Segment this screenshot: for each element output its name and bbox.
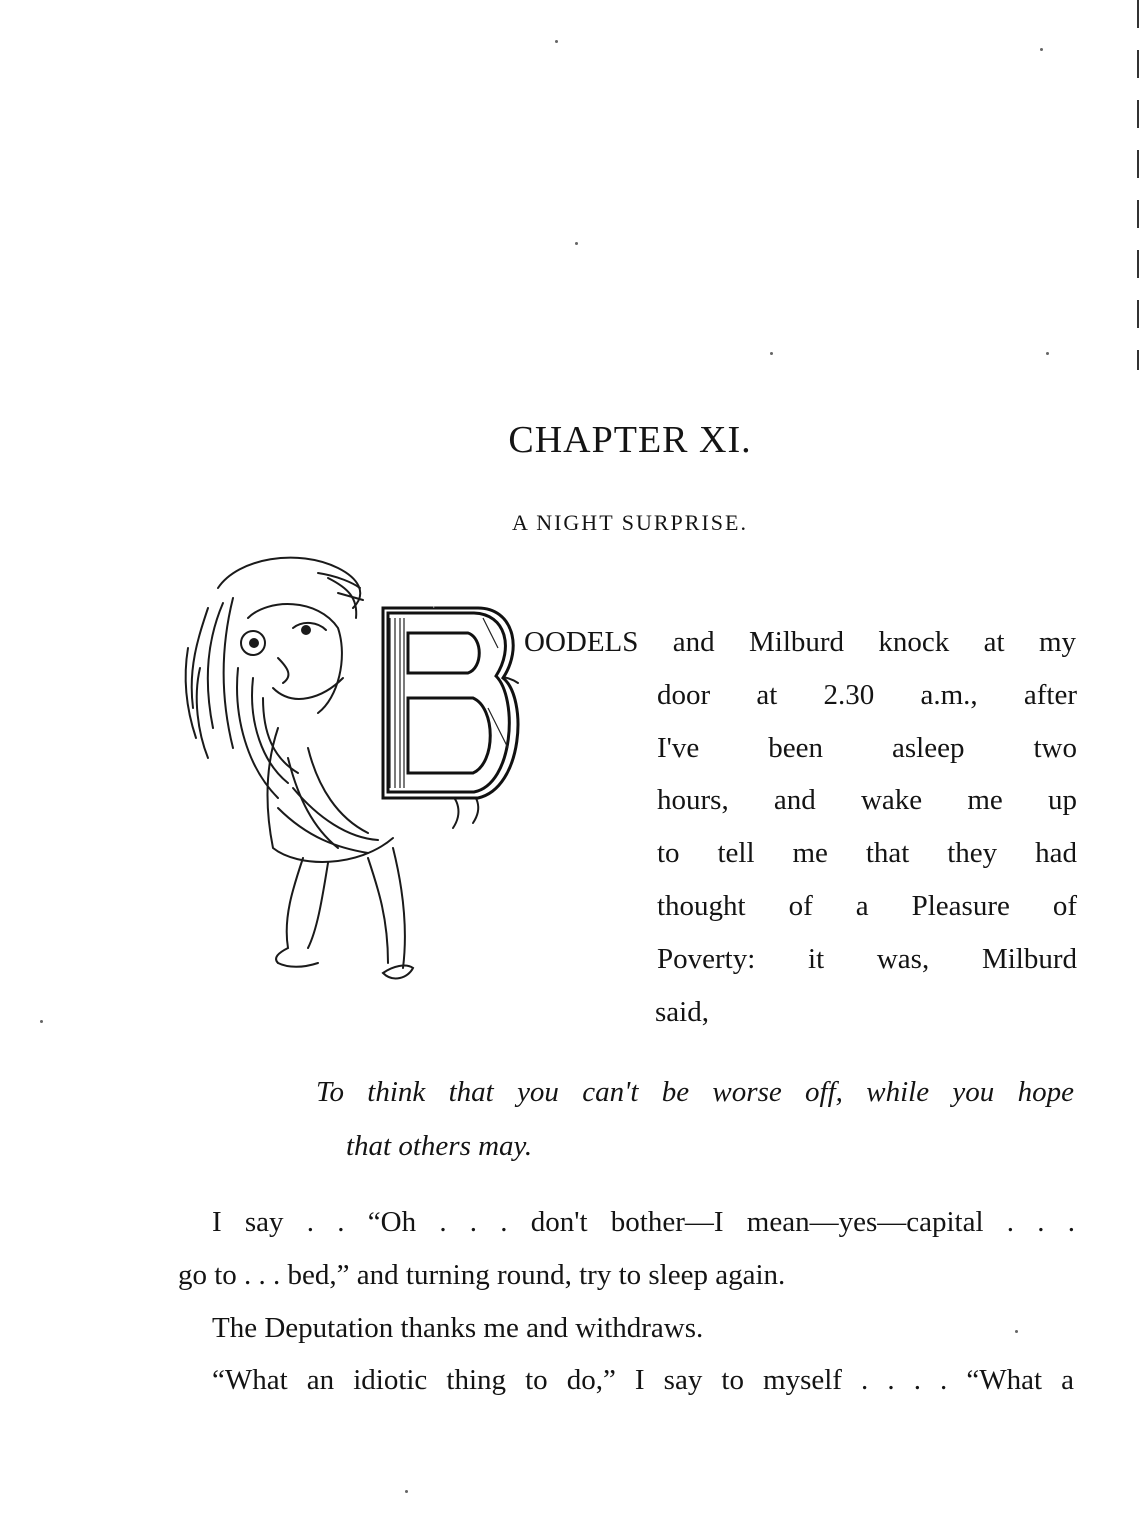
- opening-line: to tell me that they had: [657, 837, 1077, 869]
- paragraph-line: The Deputation thanks me and withdraws.: [212, 1312, 704, 1344]
- opening-line: hours, and wake me up: [657, 784, 1077, 816]
- paragraph-line: go to . . . bed,” and turning round, try to sleep again.: [178, 1259, 786, 1291]
- paragraph-line: I say . . “Oh . . . don't bother—I mean—yes—capital . . .: [212, 1206, 1075, 1238]
- chapter-subtitle: A NIGHT SURPRISE.: [512, 510, 748, 535]
- scan-speck: [1046, 352, 1049, 355]
- page-edge-rule: [1137, 0, 1139, 370]
- opening-line: OODELS and Milburd knock at my: [524, 626, 1076, 658]
- opening-line: door at 2.30 a.m., after: [657, 679, 1077, 711]
- scan-speck: [555, 40, 558, 43]
- scan-speck: [1015, 1330, 1018, 1333]
- opening-line: thought of a Pleasure of: [657, 890, 1077, 922]
- drop-cap-illustration: [178, 548, 523, 1006]
- opening-line: said,: [655, 996, 709, 1028]
- verse-line: that others may.: [346, 1130, 533, 1162]
- scan-speck: [575, 242, 578, 245]
- opening-line: Poverty: it was, Milburd: [657, 943, 1077, 975]
- opening-line: I've been asleep two: [657, 732, 1077, 764]
- drop-cap-letter: B: [433, 607, 435, 609]
- scan-speck: [1040, 48, 1043, 51]
- verse-line: To think that you can't be worse off, while you hope: [316, 1076, 1074, 1108]
- scan-speck: [405, 1490, 408, 1493]
- scan-speck: [40, 1020, 43, 1023]
- chapter-title: CHAPTER XI.: [508, 419, 752, 461]
- scan-speck: [770, 352, 773, 355]
- paragraph-line: “What an idiotic thing to do,” I say to myself . . . . “What a: [212, 1364, 1074, 1396]
